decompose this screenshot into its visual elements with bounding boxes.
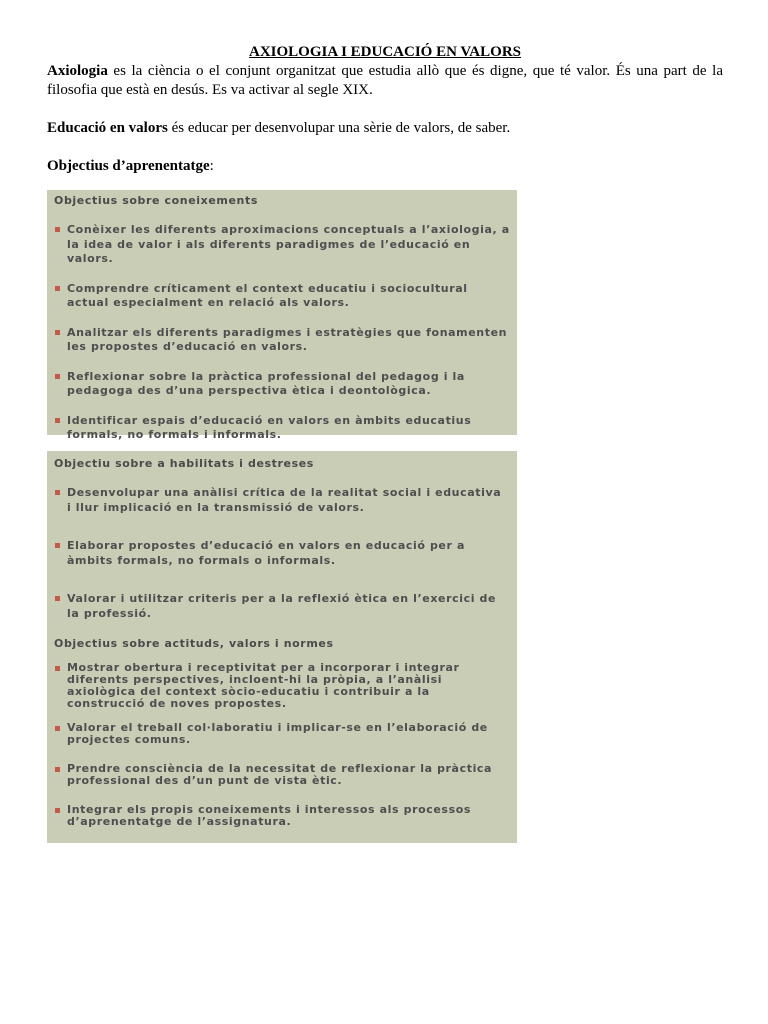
objectives-list xyxy=(54,486,510,621)
bullet-icon xyxy=(55,726,60,731)
list-item-text: Mostrar obertura i receptivitat per a incorporar i integrar diferents perspectives, incloent-hi la pròpia, a l’anàlisi axiològica del context sòcio-educatiu i contribuir a la construcció de noves propostes. xyxy=(67,661,460,710)
bullet-icon xyxy=(55,227,60,232)
list-item xyxy=(54,804,510,828)
objectives-list xyxy=(54,223,510,443)
objectives-attitudes-box xyxy=(47,629,517,843)
objectives-heading-term: Objectius d’aprenentatge xyxy=(47,158,210,174)
bullet-icon xyxy=(55,767,60,772)
list-item xyxy=(54,722,510,746)
list-item xyxy=(54,539,510,568)
list-item xyxy=(54,223,510,267)
bullet-icon xyxy=(55,418,60,423)
objectives-list xyxy=(54,662,510,828)
bullet-icon xyxy=(55,808,60,813)
document-title: AXIOLOGIA I EDUCACIÓ EN VALORS xyxy=(248,44,521,60)
list-item-text: Integrar els propis coneixements i interessos als processos d’aprenentatge de l’assignatura. xyxy=(67,803,472,828)
box-heading: Objectius sobre coneixements xyxy=(54,194,258,207)
list-item-text: Valorar el treball col·laboratiu i implicar-se en l’elaboració de projectes comuns. xyxy=(67,721,488,746)
objectives-skills-box xyxy=(47,451,517,629)
term-educacio: Educació en valors xyxy=(47,120,168,136)
bullet-icon xyxy=(55,543,60,548)
document-body xyxy=(47,42,723,176)
objectives-heading xyxy=(47,157,723,176)
definition-educacio xyxy=(47,119,723,138)
bullet-icon xyxy=(55,330,60,335)
list-item xyxy=(54,282,510,311)
list-item-text: Identificar espais d’educació en valors en àmbits educatius formals, no formals i informals. xyxy=(67,413,472,441)
term-axiologia: Axiologia xyxy=(47,63,108,79)
list-item xyxy=(54,763,510,787)
list-item-text: Comprendre críticament el context educatiu i sociocultural actual especialment en relació als valors. xyxy=(67,281,468,309)
list-item xyxy=(54,414,510,443)
list-item xyxy=(54,662,510,710)
box-heading: Objectiu sobre a habilitats i destreses xyxy=(54,457,314,470)
list-item-text: Desenvolupar una anàlisi crítica de la realitat social i educativa i llur implicació en la transmissió de valors. xyxy=(67,486,502,514)
bullet-icon xyxy=(55,286,60,291)
bullet-icon xyxy=(55,374,60,379)
definition-axiologia-text: es la ciència o el conjunt organitzat que estudia allò que és digne, que té valor. És una part de la filosofia que està en desús. Es va activar al segle XIX. xyxy=(47,63,723,98)
list-item xyxy=(54,326,510,355)
list-item-text: Conèixer les diferents aproximacions conceptuals a l’axiologia, a la idea de valor i als diferents paradigmes de l’educació en valors. xyxy=(67,223,510,265)
definition-axiologia xyxy=(47,62,723,100)
definition-educacio-text: és educar per desenvolupar una sèrie de valors, de saber. xyxy=(167,120,511,136)
list-item xyxy=(54,592,510,621)
box-heading: Objectius sobre actituds, valors i normes xyxy=(54,637,334,650)
bullet-icon xyxy=(55,490,60,495)
list-item-text: Reflexionar sobre la pràctica professional del pedagog i la pedagoga des d’una perspectiva ètica i deontològica. xyxy=(67,369,465,397)
list-item-text: Prendre consciència de la necessitat de reflexionar la pràctica professional des d’un punt de vista ètic. xyxy=(67,762,493,787)
objectives-knowledge-box xyxy=(47,190,517,441)
list-item-text: Elaborar propostes d’educació en valors en educació per a àmbits formals, no formals o informals. xyxy=(67,539,465,567)
bullet-icon xyxy=(55,596,60,601)
list-item-text: Valorar i utilitzar criteris per a la reflexió ètica en l’exercici de la professió. xyxy=(67,592,497,620)
objectives-heading-colon: : xyxy=(209,158,214,174)
list-item xyxy=(54,486,510,515)
bullet-icon xyxy=(55,666,60,671)
list-item-text: Analitzar els diferents paradigmes i estratègies que fonamenten les propostes d’educació en valors. xyxy=(67,325,508,353)
list-item xyxy=(54,370,510,399)
